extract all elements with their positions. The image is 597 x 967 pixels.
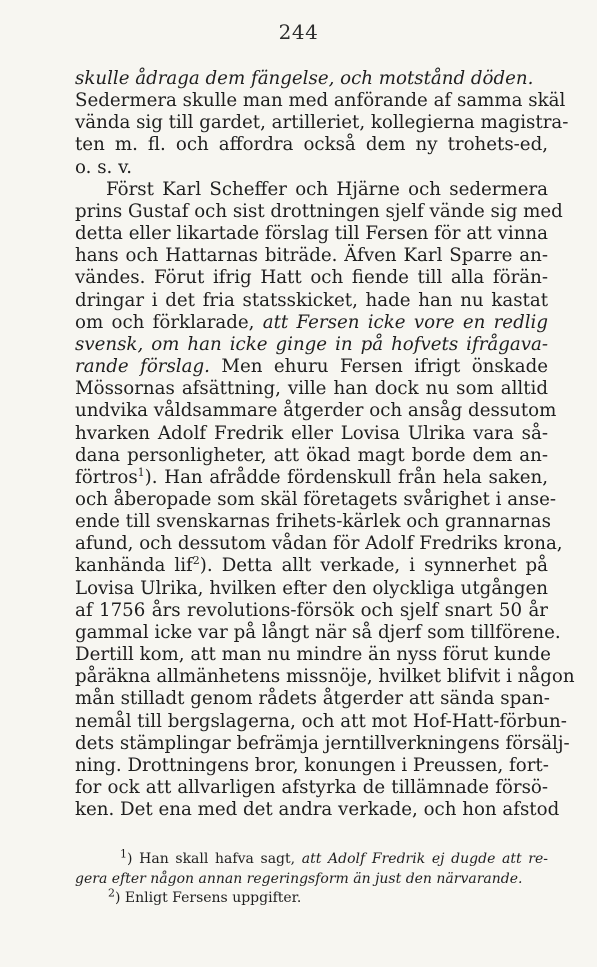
body-line: [75, 267, 548, 289]
text-segment: ) Han skall hafva sagt,: [127, 851, 302, 867]
body-line: [75, 710, 567, 733]
body-line: [75, 200, 563, 223]
text-segment: kanhända lif: [75, 555, 193, 577]
body-line: [75, 533, 563, 555]
text-segment: Sedermera skulle man med anförande af samma skäl: [75, 90, 566, 112]
footnote-reference: 2: [108, 886, 115, 900]
text-segment: ende till svenskarnas frihets-kärlek och grannarnas: [75, 511, 551, 533]
text-segment: förtros: [75, 466, 138, 488]
text-segment: ). Han afrådde fördenskull från hela saken,: [144, 466, 548, 488]
body-line: [75, 511, 551, 533]
body-line: [75, 157, 548, 179]
text-segment: gammal icke var på långt när så djerf som tillförene.: [75, 621, 561, 643]
body-line: [75, 621, 561, 644]
body-line: [75, 290, 548, 312]
body-line: [75, 378, 548, 400]
text-segment: hvarken Adolf Fredrik eller Lovisa Ulrika vara så-: [75, 422, 548, 444]
text-segment: detta eller likartade förslag till Fersen för att vinna: [75, 223, 548, 245]
footnote-line: [75, 847, 549, 870]
italic-text: skulle ådraga dem fängelse, och motstånd döden.: [75, 68, 534, 89]
text-segment: nemål till bergslagerna, och att mot Hof-Hatt-förbun-: [75, 710, 567, 732]
text-segment: vändes. Förut ifrig Hatt och fiende till alla förän-: [75, 267, 548, 289]
body-line: [75, 112, 569, 134]
text-segment: om och förklarade,: [75, 311, 263, 333]
body-line: [75, 488, 556, 511]
body-line: [75, 555, 548, 577]
text-segment: dringar i det fria statsskicket, hade han nu kastat: [75, 289, 548, 311]
body-line: [75, 334, 548, 356]
body-line: [75, 356, 548, 378]
body-line: [75, 400, 557, 422]
footnote-line: [75, 886, 548, 909]
body-line: [75, 467, 548, 489]
text-segment: dana personligheter, att ökad magt borde dem an-: [75, 444, 548, 466]
text-segment: påräkna allmänhetens missnöje, hvilket blifvit i någon: [75, 666, 575, 688]
italic-text: att Adolf Fredrik ej dugde att re-: [301, 851, 549, 867]
body-line: [75, 134, 548, 156]
body-line: [75, 755, 548, 777]
main-text: [75, 68, 575, 821]
text-segment: och åberopade som skäl företagets svårighet i anse-: [75, 488, 556, 510]
body-line: [75, 600, 548, 622]
body-line: [75, 578, 548, 600]
text-segment: Mössornas afsättning, ville han dock nu som alltid: [75, 378, 548, 400]
text-segment: for ock att allvarligen afstyrka de tillämnade försö-: [75, 777, 548, 798]
italic-text: svensk, om han icke ginge in på hofvets ifrågava-: [75, 333, 548, 355]
text-segment: Men ehuru Fersen ifrigt önskade: [209, 356, 548, 378]
italic-text: rande förslag.: [75, 356, 210, 378]
footnote-reference: 1: [120, 847, 127, 861]
text-segment: Först Karl Scheffer och Hjärne och sedermera: [106, 178, 548, 200]
body-line: [75, 90, 566, 112]
footnote-reference: 1: [137, 465, 145, 479]
text-segment: ten m. fl. och affordra också dem ny trohets-ed,: [75, 134, 548, 156]
body-line: [75, 688, 548, 710]
text-segment: Lovisa Ulrika, hvilken efter den olyckliga utgången: [75, 577, 548, 599]
text-segment: ning. Drottningens bror, konungen i Preussen, fort-: [75, 754, 549, 776]
text-segment: prins Gustaf och sist drottningen sjelf vände sig med: [75, 200, 563, 222]
body-line: [75, 644, 551, 666]
page-number: 244: [278, 20, 319, 44]
text-segment: af 1756 års revolutions-försök och sjelf snart 50 år: [75, 599, 548, 621]
body-line: [75, 777, 548, 799]
body-line: [75, 179, 548, 201]
footnotes: [75, 847, 549, 909]
text-segment: ) Enligt Fersens uppgifter.: [115, 890, 302, 907]
text-segment: afund, och dessutom vådan för Adolf Fredriks krona,: [75, 533, 563, 555]
text-segment: dets stämplingar befrämja jerntillverkningens försälj-: [75, 732, 570, 754]
footnote-line: [75, 870, 548, 890]
body-line: [75, 312, 548, 334]
body-line: [75, 445, 548, 467]
text-segment: ). Detta allt verkade, i synnerhet på: [199, 555, 548, 577]
italic-text: att Fersen icke vore en redlig: [262, 311, 548, 333]
body-line: [75, 223, 548, 245]
footnote-reference: 2: [192, 554, 200, 568]
text-segment: o. s. v.: [75, 156, 132, 178]
body-line: [75, 732, 570, 755]
body-line: [75, 666, 575, 688]
text-segment: Dertill kom, att man nu mindre än nyss förut kunde: [75, 644, 551, 666]
body-line: [75, 799, 560, 821]
text-segment: ken. Det ena med det andra verkade, och hon afstod: [75, 799, 560, 821]
text-segment: mån stilladt genom rådets åtgerder att sända span-: [75, 688, 550, 710]
body-line: [75, 68, 548, 90]
text-segment: vända sig till gardet, artilleriet, kollegierna magistra-: [75, 112, 569, 134]
text-segment: hans och Hattarnas biträde. Äfven Karl Sparre an-: [75, 245, 548, 267]
body-line: [75, 423, 548, 445]
body-line: [75, 245, 548, 267]
text-segment: undvika våldsammare åtgerder och ansåg dessutom: [75, 400, 557, 422]
italic-text: gera efter någon annan regeringsform än just den närvarande.: [75, 870, 523, 887]
